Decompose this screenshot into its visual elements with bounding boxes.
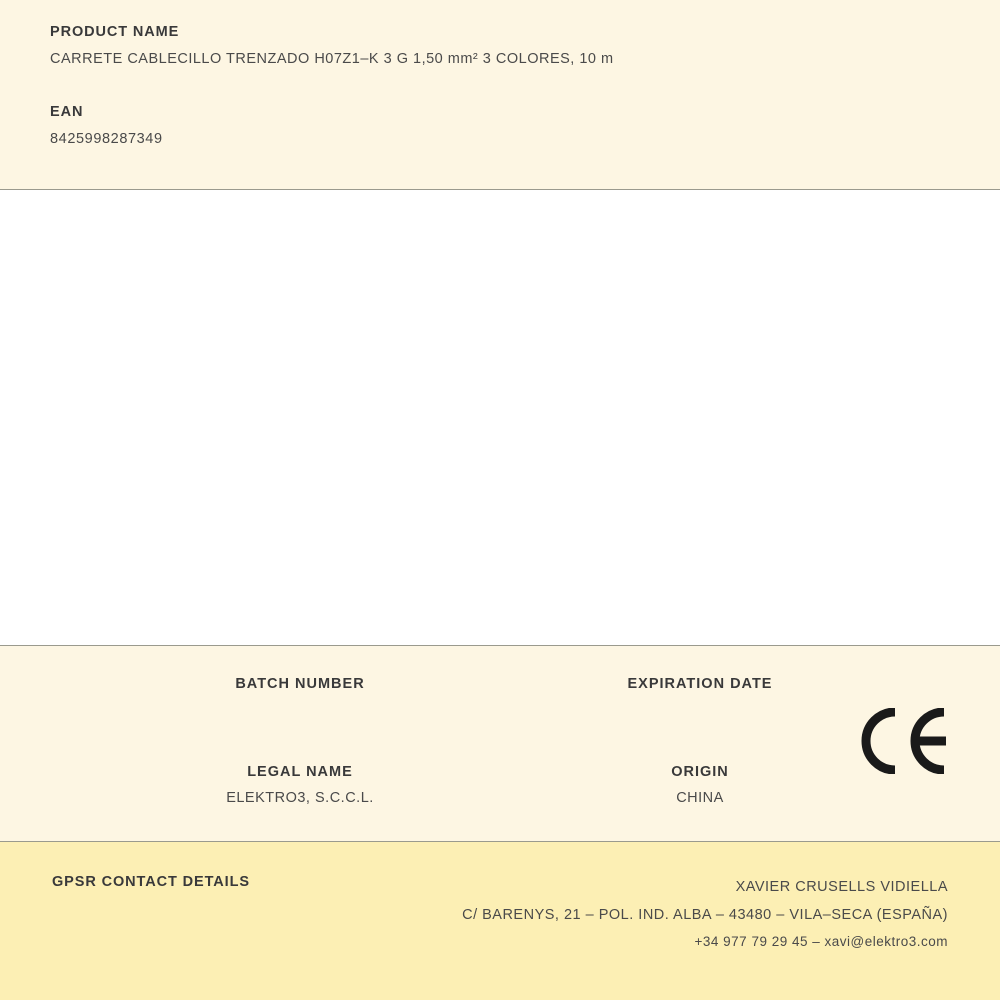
product-name-prefix: CARRETE CABLECILLO TRENZADO H07Z1–K 3 G 1,50 (50, 51, 448, 67)
expiration-date-value (500, 702, 900, 719)
legal-name-value: ELEKTRO3, S.C.C.L. (226, 790, 374, 806)
origin-label: ORIGIN (671, 764, 729, 780)
gpsr-contact-details (462, 874, 948, 955)
batch-number-label: BATCH NUMBER (235, 676, 365, 692)
gpsr-contact-name: XAVIER CRUSELLS VIDIELLA (735, 879, 948, 895)
ean-group (50, 104, 950, 147)
product-name-label: PRODUCT NAME (50, 24, 180, 40)
batch-legal-block (0, 646, 1000, 842)
batch-expiration-row (0, 646, 1000, 719)
product-name-suffix: 3 COLORES, 10 m (478, 51, 614, 67)
batch-number-group (100, 676, 500, 719)
ean-value: 8425998287349 (50, 131, 163, 147)
ean-label: EAN (50, 104, 84, 120)
gpsr-contact-label: GPSR CONTACT DETAILS (52, 874, 250, 890)
product-name-value (50, 51, 950, 67)
gpsr-contact-address: C/ BARENYS, 21 – POL. IND. ALBA – 43480 – VILA–SECA (ESPAÑA) (462, 906, 948, 923)
gpsr-contact-phone-email: +34 977 79 29 45 – xavi@elektro3.com (694, 934, 948, 950)
legal-name-label: LEGAL NAME (247, 764, 353, 780)
product-name-unit: mm² (447, 51, 479, 67)
legal-name-group (100, 764, 500, 807)
expiration-date-group (500, 676, 900, 719)
batch-number-value (100, 702, 500, 719)
origin-group (500, 764, 900, 807)
legal-origin-row (0, 719, 1000, 807)
ce-marking-icon (858, 708, 948, 774)
product-image-area (0, 190, 1000, 646)
gpsr-footer (0, 842, 1000, 1000)
expiration-date-label: EXPIRATION DATE (627, 676, 773, 692)
product-info-block (0, 0, 1000, 190)
origin-value: CHINA (676, 790, 724, 806)
